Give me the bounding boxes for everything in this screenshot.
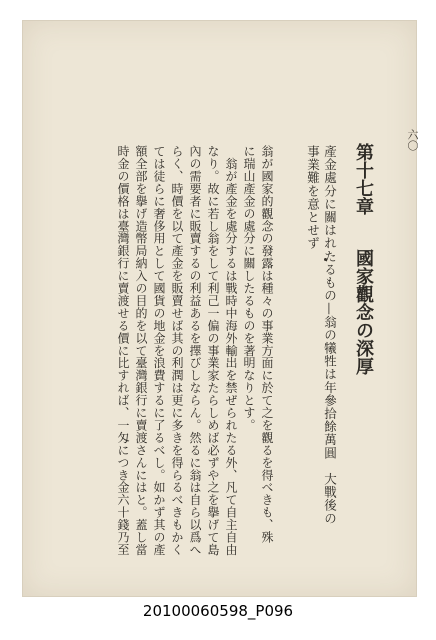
body-line: らく、時價を以て產金を販賣せば其の利潤は更に多きを得らるべきもかく [170,145,184,556]
chapter-number: 第十七章 [353,143,374,215]
summary-line: 產金處分に關はれたるもの—翁の犧牲は年參拾餘萬圓 大戰後の [322,145,338,525]
body-line: 內の需要者に販賣するの利益あるを擇びしならん。然るに翁は自ら以爲へ [188,145,202,556]
body-line: 翁が國家的觀念の發露は種々の事業方面に於て之を觀るを得べきも、殊 [260,145,274,544]
chapter-title: 國家觀念の深厚 [353,249,374,375]
book-page [22,20,417,597]
body-line: 時金の價格は臺灣銀行に賣渡せる價に比すれば、一匁につき金六十錢乃至 [116,145,130,556]
body-line: ては徒らに奢侈用として國貨の地金を浪費するに了るべし。如かず其の產 [152,145,166,556]
body-line: なり。故に若し翁をして利己一偏の事業家たらしめば必ずや之を擧げて島 [206,145,220,556]
image-caption: 20100060598_P096 [142,602,294,620]
body-line: 額全部を擧げ造幣局納入の目的を以て臺灣銀行に賣渡さんにはと。蓋し當 [134,145,148,556]
body-line: に瑞山產金の處分に關したるものを著明なりとす。 [242,145,256,432]
summary-line: 事業難を意とせず [305,145,321,250]
page-number: 六〇 [406,129,419,151]
body-line: 翁が產金を處分するは戰時中海外輸出を禁ぜられたる外、凡て自主自由 [224,145,238,556]
